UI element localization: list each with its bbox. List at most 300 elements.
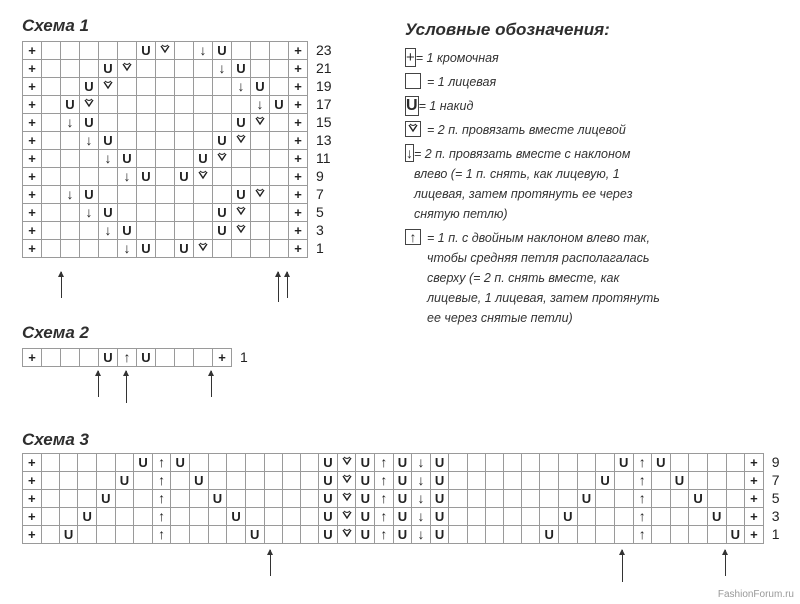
knit-cell [282,472,300,490]
scheme2-marker-arrow [211,371,212,397]
knit-cell [194,96,213,114]
knit-cell [78,472,97,490]
yarn-over-icon: U [652,454,671,472]
knit-cell [118,114,137,132]
knit-cell [137,204,156,222]
double-decrease-arrow-up-icon: ↑ [405,229,421,245]
yarn-over-icon: U [80,114,99,132]
knit-cell [596,508,615,526]
knit-cell [614,472,633,490]
knit-cell [59,508,78,526]
yarn-over-icon: U [208,490,227,508]
knit-cell [42,204,61,222]
knit-cell [504,508,522,526]
knit-cell [270,204,289,222]
knit-cell [707,454,726,472]
ssk-arrow-down-icon: ↓ [61,114,80,132]
yarn-over-icon: U [406,97,418,114]
knit-cell [42,60,61,78]
edge-stitch-icon: + [289,42,308,60]
edge-stitch-icon: + [289,150,308,168]
knit-cell [156,150,175,168]
legend-item-text: = 2 п. провязать вместе с наклоном влево (= 1 п. снять, как лицевую, 1 лицевая, затем протянуть ее через снятую петлю) [414,147,633,221]
yarn-over-icon: U [393,508,412,526]
knit-cell [213,96,232,114]
knit-cell [175,186,194,204]
yarn-over-icon: U [270,96,289,114]
yarn-over-icon: U [393,526,412,544]
yarn-over-icon: U [61,96,80,114]
yarn-over-icon: U [175,168,194,186]
knit-cell [118,186,137,204]
legend-item [405,228,665,328]
knit-cell [449,472,467,490]
knit-cell [59,454,78,472]
scheme3-marker-arrow [622,550,623,582]
row-number: 9 [316,168,324,184]
row-number: 17 [316,96,332,112]
knit-cell [522,508,540,526]
knit-cell [175,150,194,168]
knit-cell [485,508,503,526]
double-decrease-arrow-up-icon: ↑ [633,508,652,526]
yarn-over-icon: U [319,508,338,526]
edge-stitch-icon: + [289,96,308,114]
edge-stitch-icon: + [289,132,308,150]
row-number: 19 [316,78,332,94]
scheme3-marker-arrow [270,550,271,576]
yarn-over-icon: U [137,42,156,60]
knit-cell [540,472,559,490]
knit-cell [652,508,671,526]
knit-cell [300,526,318,544]
knit-cell [61,349,80,367]
knit-cell [504,472,522,490]
yarn-over-icon: U [175,240,194,258]
chart-row [23,168,345,186]
edge-stitch-icon: + [23,472,42,490]
knit-cell [42,132,61,150]
yarn-over-icon: U [190,472,209,490]
k2tog-icon [337,454,356,472]
row-number: 3 [316,222,324,238]
knit-cell [559,472,578,490]
legend-item-text: = 1 кромочная [415,51,499,65]
row-number: 21 [316,60,332,76]
knit-cell [485,472,503,490]
edge-stitch-icon: + [23,150,42,168]
knit-cell [61,222,80,240]
knit-cell [522,454,540,472]
ssk-arrow-down-icon: ↓ [406,145,413,161]
knit-cell [245,508,264,526]
knit-cell [577,508,596,526]
knit-cell [134,526,153,544]
knit-cell [251,168,270,186]
edge-stitch-icon: + [23,508,42,526]
k2tog-icon [337,472,356,490]
knit-cell [689,472,708,490]
yarn-over-icon: U [251,78,270,96]
knit-cell [194,60,213,78]
knit-cell [300,508,318,526]
knit-cell [467,472,485,490]
knit-cell [449,526,467,544]
yarn-over-icon: U [430,508,449,526]
yarn-over-icon: U [78,508,97,526]
knit-cell [670,454,689,472]
double-decrease-arrow-up-icon: ↑ [375,490,394,508]
knit-cell [670,508,689,526]
knit-cell [194,349,213,367]
knit-cell [467,526,485,544]
knit-cell [251,204,270,222]
knit-cell [156,78,175,96]
yarn-over-icon: U [99,132,118,150]
knit-cell [171,490,190,508]
knit-cell [467,508,485,526]
legend-item [405,120,665,140]
knit-cell [61,42,80,60]
edge-stitch-icon: + [23,186,42,204]
knit-cell [137,60,156,78]
knit-cell [194,186,213,204]
double-decrease-arrow-up-icon: ↑ [633,454,652,472]
edge-stitch-icon: + [213,349,232,367]
knit-cell [78,454,97,472]
ssk-arrow-down-icon: ↓ [412,454,431,472]
knit-cell [115,526,134,544]
knit-cell [41,508,59,526]
knit-cell [156,168,175,186]
knit-cell [175,60,194,78]
ssk-arrow-down-icon: ↓ [251,96,270,114]
knit-cell [118,132,137,150]
knit-cell [61,60,80,78]
knit-cell [99,114,118,132]
k2tog-icon [99,78,118,96]
double-decrease-arrow-up-icon: ↑ [633,472,652,490]
k2tog-icon [405,121,421,137]
yarn-over-icon: U [213,132,232,150]
edge-stitch-icon: + [23,60,42,78]
chart-row [23,78,345,96]
edge-stitch-icon: + [289,204,308,222]
scheme2-title: Схема 2 [22,323,89,342]
knit-cell [42,349,61,367]
knit-cell [61,132,80,150]
knit-cell [670,490,689,508]
knit-cell [270,186,289,204]
k2tog-icon [337,490,356,508]
knit-cell [232,168,251,186]
knit-cell [251,42,270,60]
knit-cell [282,508,300,526]
knit-cell [270,150,289,168]
knit-cell [42,168,61,186]
yarn-over-icon: U [689,490,708,508]
legend-item [405,48,665,68]
chart-row [23,150,345,168]
yarn-over-icon: U [232,60,251,78]
knit-cell [232,150,251,168]
knit-cell [227,454,246,472]
knit-cell [156,222,175,240]
yarn-over-icon: U [430,526,449,544]
knit-cell [42,42,61,60]
knit-cell [190,508,209,526]
knit-cell [264,508,282,526]
knit-cell [270,42,289,60]
ssk-arrow-down-icon: ↓ [213,60,232,78]
edge-stitch-icon: + [23,78,42,96]
knit-cell [190,490,209,508]
knit-cell [42,222,61,240]
legend-item [405,96,665,116]
knit-cell [78,526,97,544]
knit-cell [270,60,289,78]
knit-cell [232,96,251,114]
row-number: 5 [771,490,780,506]
knit-cell [689,526,708,544]
legend-item-text: = 1 п. с двойным наклоном влево так, чтобы средняя петля располагалась сверху (= 2 п. снять вместе, как лицевые, 1 лицевая, затем протянуть ее через снятые петли) [427,231,660,325]
yarn-over-icon: U [356,472,375,490]
ssk-arrow-down-icon: ↓ [99,222,118,240]
knit-cell [175,42,194,60]
knit-cell [405,73,421,89]
legend-item-text: = 1 накид [418,99,474,113]
yarn-over-icon: U [213,222,232,240]
yarn-over-icon: U [356,454,375,472]
knit-cell [175,204,194,222]
edge-stitch-icon: + [23,349,42,367]
knit-cell [78,490,97,508]
knit-cell [522,472,540,490]
k2tog-icon [194,240,213,258]
knit-cell [652,490,671,508]
chart-row [23,349,269,367]
knit-cell [670,526,689,544]
scheme1-marker-arrow [61,272,62,298]
double-decrease-arrow-up-icon: ↑ [633,490,652,508]
knit-cell [137,114,156,132]
knit-cell [213,114,232,132]
chart-row [23,204,345,222]
row-number: 1 [316,240,324,256]
yarn-over-icon: U [356,526,375,544]
knit-cell [264,472,282,490]
knit-cell [485,490,503,508]
knit-cell [522,526,540,544]
edge-stitch-icon: + [23,204,42,222]
knit-cell [59,490,78,508]
knit-cell [115,454,134,472]
ssk-arrow-down-icon: ↓ [80,132,99,150]
knit-cell [689,508,708,526]
knit-cell [707,472,726,490]
knit-cell [449,490,467,508]
knit-cell [137,78,156,96]
knit-cell [194,132,213,150]
legend-item [405,144,665,224]
yarn-over-icon: U [97,490,116,508]
edge-stitch-icon: + [289,114,308,132]
knit-cell [300,454,318,472]
edge-stitch-icon: + [23,42,42,60]
yarn-over-icon: U [194,150,213,168]
knit-cell [232,42,251,60]
knit-cell [118,78,137,96]
yarn-over-icon: U [393,490,412,508]
yarn-over-icon: U [430,490,449,508]
double-decrease-arrow-up-icon: ↑ [633,526,652,544]
knit-cell [80,168,99,186]
knit-cell [41,454,59,472]
knit-cell [134,472,153,490]
knit-cell [118,204,137,222]
knit-cell [80,60,99,78]
knit-cell [232,240,251,258]
knit-cell [115,508,134,526]
knit-cell [175,132,194,150]
edge-stitch-icon: + [23,526,42,544]
row-number: 13 [316,132,332,148]
knit-cell [190,454,209,472]
row-number: 7 [316,186,324,202]
knit-cell [245,490,264,508]
knit-cell [97,472,116,490]
knit-cell [80,349,99,367]
chart-row [23,186,345,204]
knit-cell [689,454,708,472]
knit-cell [97,454,116,472]
knit-cell [171,526,190,544]
chart-row [23,240,345,258]
chart-row [23,132,345,150]
ssk-arrow-down-icon: ↓ [118,240,137,258]
knit-cell [42,150,61,168]
knit-cell [134,490,153,508]
knit-cell [282,526,300,544]
knit-cell [652,526,671,544]
double-decrease-arrow-up-icon: ↑ [375,454,394,472]
yarn-over-icon: U [670,472,689,490]
knit-cell [449,508,467,526]
scheme1-chart [22,41,345,258]
knit-cell [99,42,118,60]
yarn-over-icon: U [356,490,375,508]
knit-cell [652,472,671,490]
knit-cell [208,508,227,526]
edge-stitch-icon: + [289,78,308,96]
yarn-over-icon: U [614,454,633,472]
knit-cell [270,240,289,258]
knit-cell [726,508,745,526]
knit-cell [137,150,156,168]
knit-cell [449,454,467,472]
edge-stitch-icon: + [23,132,42,150]
knit-cell [270,78,289,96]
edge-stitch-icon: + [745,454,764,472]
row-number: 1 [240,349,248,365]
knit-cell [41,472,59,490]
k2tog-icon [80,96,99,114]
knit-cell [194,114,213,132]
knit-cell [726,490,745,508]
edge-stitch-icon: + [23,96,42,114]
double-decrease-arrow-up-icon: ↑ [152,454,171,472]
ssk-arrow-down-icon: ↓ [412,508,431,526]
knit-cell [156,349,175,367]
chart-row [23,526,800,544]
knit-cell [614,490,633,508]
knit-cell [99,240,118,258]
row-number: 11 [316,150,331,166]
k2tog-icon [232,132,251,150]
chart-row [23,42,345,60]
knit-cell [80,150,99,168]
double-decrease-arrow-up-icon: ↑ [152,526,171,544]
knit-cell [41,526,59,544]
knit-cell [577,454,596,472]
knit-cell [42,114,61,132]
knit-cell [42,186,61,204]
yarn-over-icon: U [99,349,118,367]
legend-items [405,48,665,328]
watermark: FashionForum.ru [717,589,794,600]
yarn-over-icon: U [232,114,251,132]
legend [405,20,665,332]
ssk-arrow-down-icon: ↓ [99,150,118,168]
yarn-over-icon: U [245,526,264,544]
edge-stitch-icon: + [23,240,42,258]
knit-cell [504,526,522,544]
knit-cell [61,78,80,96]
knit-cell [264,454,282,472]
knit-cell [540,490,559,508]
row-number: 3 [771,508,780,524]
knit-cell [504,454,522,472]
knit-cell [156,204,175,222]
knit-cell [42,96,61,114]
knit-cell [118,42,137,60]
knit-cell [137,96,156,114]
knit-cell [245,472,264,490]
yarn-over-icon: U [319,490,338,508]
knit-cell [61,240,80,258]
knit-cell [41,490,59,508]
edge-stitch-icon: + [23,454,42,472]
knit-cell [522,490,540,508]
knit-cell [97,526,116,544]
knit-cell [726,454,745,472]
knit-cell [282,490,300,508]
knit-cell [156,60,175,78]
yarn-over-icon: U [118,222,137,240]
knit-cell [213,168,232,186]
yarn-over-icon: U [577,490,596,508]
yarn-over-icon: U [393,454,412,472]
scheme1-marker-arrow [278,272,279,302]
knit-cell [251,132,270,150]
knit-cell [171,508,190,526]
knit-cell [80,222,99,240]
knit-cell [175,78,194,96]
knit-cell [227,526,246,544]
ssk-arrow-down-icon: ↓ [194,42,213,60]
row-number: 1 [771,526,780,542]
scheme3-chart [22,453,800,544]
